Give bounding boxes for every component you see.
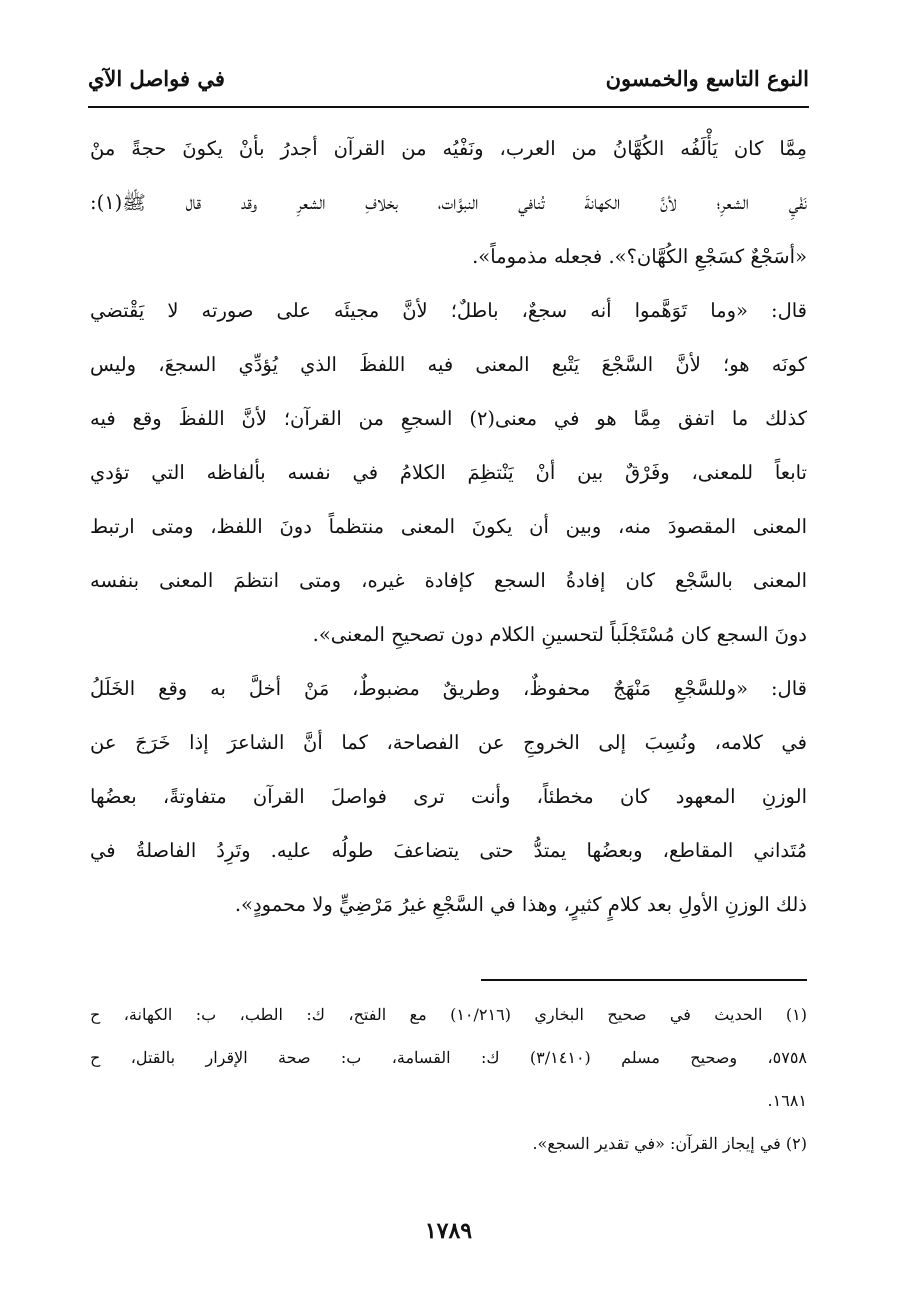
text-line: «أسَجْعٌ كسَجْعِ الكُهَّان؟». فجعله مذموماً». (472, 245, 807, 268)
main-text (90, 122, 807, 932)
text-line: كونَه هو؛ لأنَّ السَّجْعَ يَتْبع المعنى فيه اللفظَ الذي يُؤدِّي السجعَ، وليس (90, 353, 807, 376)
text-line: المعنى بالسَّجْع كان إفادةُ السجع كإفادة غيره، ومتى انتظمَ المعنى بنفسه (90, 569, 807, 592)
text-line: ذلك الوزنِ الأولِ بعد كلامٍ كثيرٍ، وهذا في السَّجْعِ غيرُ مَرْضِيٍّ ولا محمودٍ». (234, 893, 807, 916)
text-line: مُتَداني المقاطع، وبعضُها يمتدُّ حتى يتضاعفَ طولُه عليه. وتَرِدُ الفاصلةُ في (90, 839, 807, 862)
footnotes (90, 993, 807, 1165)
text-line: كذلك ما اتفق مِمَّا هو في معنى(٢) السجعِ من القرآن؛ لأنَّ اللفظَ وقع فيه (90, 407, 807, 430)
footnote-line: (١) الحديث في صحيح البخاري (١٠/٢١٦) مع الفتح، ك: الطب، ب: الكهانة، ح (90, 1005, 807, 1024)
text-line: المعنى المقصودَ منه، وبين أن يكونَ المعنى منتظماً دونَ اللفظ، ومتى ارتبط (90, 515, 807, 538)
text-line: دونَ السجع كان مُسْتَجْلَباً لتحسينِ الكلام دون تصحيحِ المعنى». (312, 623, 807, 646)
footnote-line: ٥٧٥٨، وصحيح مسلم (٣/١٤١٠) ك: القسامة، ب: صحة الإقرار بالقتل، ح (90, 1048, 807, 1067)
text-line: في كلامه، ونُسِبَ إلى الخروجِ عن الفصاحة، كما أنَّ الشاعرَ إذا خَرَجَ عن (90, 731, 807, 754)
section-title: في فواصل الآي (88, 66, 225, 91)
footnote-line: (٢) في إيجاز القرآن: «في تقدير السجع». (532, 1134, 807, 1153)
page-number: ١٧٨٩ (424, 1218, 473, 1244)
chapter-title: النوع التاسع والخمسون (605, 66, 809, 91)
footnote-line: ١٦٨١. (767, 1091, 807, 1110)
text-line: نَفْيِ الشعرِ؛ لأنَّ الكهانةَ تُنافي النبوَّات، بخلافِ الشعرِ وقد قال ﷺ(١): (90, 191, 807, 214)
text-line: مِمَّا كان يَأْلَفُه الكُهَّانُ من العرب، ونَفْيُه من القرآن أجدرُ بأنْ يكونَ حجةً منْ (90, 137, 807, 160)
text-line: قال: «وما تَوَهَّموا أنه سجعٌ، باطلٌ؛ لأنَّ مجيئَه على صورته لا يَقْتضي (90, 299, 807, 322)
footnote-divider (481, 979, 807, 981)
running-header (88, 58, 809, 108)
text-line: تابعاً للمعنى، وفَرْقٌ بين أنْ يَنْتظِمَ الكلامُ في نفسه بألفاظه التي تؤدي (90, 461, 807, 484)
text-line: قال: «وللسَّجْعِ مَنْهَجٌ محفوظٌ، وطريقٌ مضبوطٌ، مَنْ أخلَّ به وقع الخَلَلُ (90, 677, 807, 700)
text-line: الوزنِ المعهود كان مخطئاً، وأنت ترى فواصلَ القرآن متفاوتةً، بعضُها (90, 785, 807, 808)
